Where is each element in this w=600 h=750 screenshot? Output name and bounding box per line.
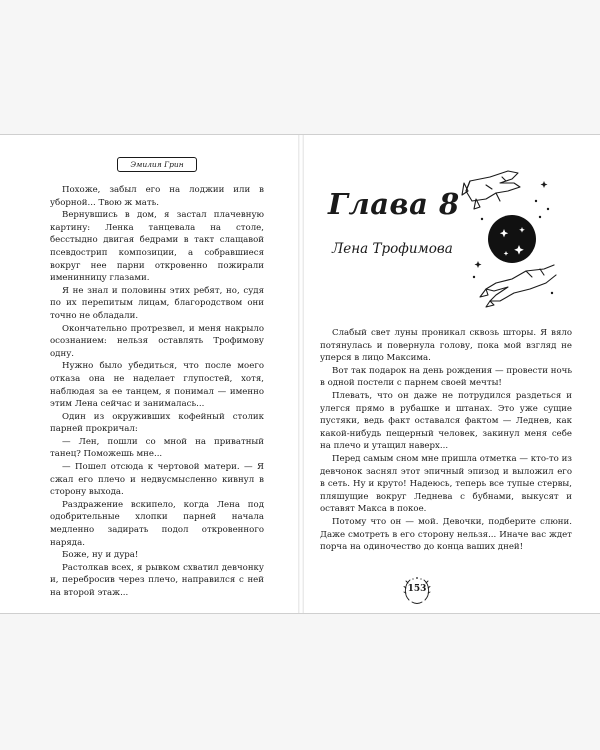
paragraph: Потому что он — мой. Девочки, подберите слюни. Даже смотреть в его сторону нельзя... Иначе вас ждет порча на одиночество до конца ваших дней! [320,516,572,553]
left-page-body [50,184,264,600]
paragraph: Слабый свет луны проникал сквозь шторы. Я вяло потянулась и повернула голову, пока мой взгляд не уперся в лицо Максима. [320,328,572,364]
running-head-author: Эмилия Грин [117,157,197,172]
paragraph: Я не знал и половины этих ребят, но, судя по их перепитым лицам, благородством они точно не обладали. [50,285,264,321]
right-page-body [320,327,572,554]
paragraph: Плевать, что он даже не потрудился раздеться и улегся прямо в рубашке и штанах. Это уже сущие пустяки, ведь факт оставался фактом — Леднев, как какой-нибудь пещерный человек, закинул меня себе на плечо и утащил наверх... [320,390,572,452]
paragraph: — Пошел отсюда к чертовой матери. — Я сжал его плечо и недвусмысленно кивнул в сторону выхода. [50,462,264,498]
paragraph: Один из окруживших кофейный столик парней прокричал: [50,411,264,435]
chapter-subtitle: Лена Трофимова [332,241,453,257]
paragraph: Перед самым сном мне пришла отметка — кто-то из девчонок заснял этот эпичный эпизод и выложил его в сеть. Ну и круто! Надеюсь, теперь все тупые стервы, пляшущие вокруг Леднева с бубнами, выкусят и оставят Макса в покое. [320,453,572,515]
chapter-title: Глава 8 [328,187,460,221]
left-page [50,157,264,600]
book-spread [0,134,600,614]
paragraph: Раздражение вскипело, когда Лена под одобрительные хлопки парней начала медленно задирать подол откровенного наряда. [50,499,264,548]
chapter-header [320,157,572,317]
paragraph: Вернувшись в дом, я застал плачевную картину: Ленка танцевала на столе, бесстыдно двигая бедрами в такт слащавой псевдострип композиции, а собравшиеся вокруг нее парни откровенно пожирали именинницу глазами. [50,210,264,284]
book-gutter [298,135,304,613]
page-number-label: 153 [407,584,427,594]
paragraph: Нужно было убедиться, что после моего отказа она не наделает глупостей, хотя, наблюдая за ее танцем, я понимал — именно этим Лена сейчас и занималась... [50,361,264,410]
hands-crystal-ball-icon [456,161,566,311]
paragraph: Похоже, забыл его на лоджии или в уборной... Твою ж мать. [50,185,264,208]
paragraph: Окончательно протрезвел, и меня накрыло осознанием: нельзя оставлять Трофимову одну. [50,323,264,359]
paragraph: Боже, ну и дура! [62,550,139,561]
paragraph: Вот так подарок на день рождения — провести ночь в одной постели с парнем своей мечты! [320,365,572,389]
page-number [400,573,434,607]
paragraph: Растолкав всех, я рывком схватил девчонку и, перебросив через плечо, направился с ней на второй этаж... [50,562,264,598]
paragraph: — Лен, пошли со мной на приватный танец? Поможешь мне... [50,436,264,460]
right-page [320,157,572,554]
